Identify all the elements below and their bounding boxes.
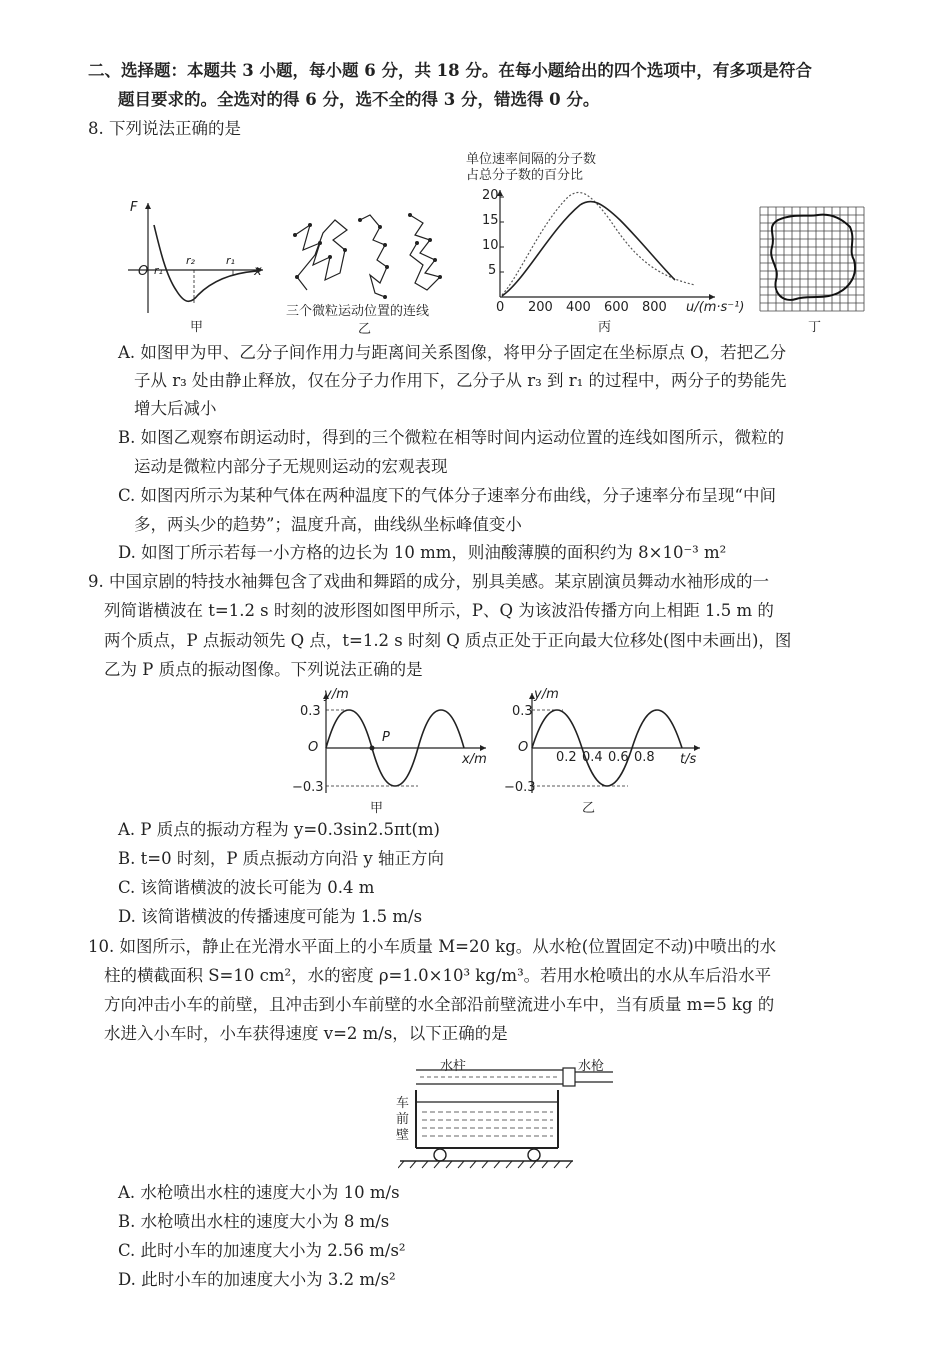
q8-jia-O-label: O: [138, 264, 149, 279]
q10-stem-line4: 水进入小车时，小车获得速度 v=2 m/s，以下正确的是: [104, 1024, 508, 1043]
q8-bing-ytick-20: 20: [482, 188, 499, 203]
q9-option-D: D. 该简谐横波的传播速度可能为 1.5 m/s: [118, 907, 423, 926]
q8-bing-xtick-400: 400: [566, 300, 591, 315]
q10-option-D: D. 此时小车的加速度大小为 3.2 m/s²: [118, 1270, 396, 1289]
q9-yi-ymin: −0.3: [504, 780, 536, 795]
q9-yi-xtick-0.2: 0.2: [556, 750, 577, 765]
q10-water-column-label: 水柱: [440, 1059, 467, 1074]
q9-fig-jia: [318, 688, 498, 800]
q9-jia-caption: 甲: [370, 801, 384, 816]
q10-option-B: B. 水枪喷出水柱的速度大小为 8 m/s: [118, 1212, 390, 1231]
q10-fig: [398, 1060, 618, 1170]
q10-front-wall-label-3: 壁: [396, 1128, 410, 1143]
q9-fig-yi: [528, 688, 708, 800]
q10-stem-line3: 方向冲击小车的前壁，且冲击到小车前壁的水全部沿前壁流进小车中，当有质量 m=5 kg 的: [104, 995, 775, 1014]
q9-jia-ylabel: y/m: [324, 687, 349, 702]
q8-bing-ylabel2: 占总分子数的百分比: [466, 168, 584, 183]
q10-stem-line1: 10. 如图所示，静止在光滑水平面上的小车质量 M=20 kg。从水枪(位置固定不动)中喷出的水: [88, 937, 777, 956]
q9-stem-line4: 乙为 P 质点的振动图像。下列说法正确的是: [104, 660, 423, 679]
q10-option-A: A. 水枪喷出水柱的速度大小为 10 m/s: [118, 1183, 400, 1202]
q9-jia-ymax: 0.3: [300, 704, 321, 719]
q9-jia-ymin: −0.3: [292, 780, 324, 795]
q9-jia-O: O: [308, 740, 319, 755]
q8-option-A-line3: 增大后减小: [134, 399, 217, 418]
q8-option-A-line2: 子从 r₃ 处由静止释放，仅在分子力作用下，乙分子从 r₃ 到 r₁ 的过程中，两分子的势能先: [134, 371, 787, 390]
q9-yi-xlabel: t/s: [680, 752, 697, 767]
q10-front-wall-label-1: 车: [396, 1096, 410, 1111]
q8-bing-ytick-5: 5: [488, 263, 497, 278]
q9-stem-line3: 两个质点，P 点振动领先 Q 点，t=1.2 s 时刻 Q 质点正处于正向最大位移处(图中未画出)，图: [104, 631, 792, 650]
q8-fig-yi: [285, 205, 455, 305]
q8-yi-subcaption: 三个微粒运动位置的连线: [286, 304, 430, 319]
q10-water-gun-label: 水枪: [578, 1059, 605, 1074]
q8-bing-ytick-15: 15: [482, 213, 499, 228]
q8-bing-xtick-200: 200: [528, 300, 553, 315]
q8-jia-caption: 甲: [190, 320, 204, 335]
q9-jia-xlabel: x/m: [462, 752, 487, 767]
q9-yi-caption: 乙: [582, 801, 596, 816]
q8-option-C-line1: C. 如图丙所示为某种气体在两种温度下的气体分子速率分布曲线，分子速率分布呈现“中间: [118, 486, 776, 505]
q8-jia-r1-label: r₁: [154, 264, 163, 277]
q8-stem: 8. 下列说法正确的是: [88, 119, 241, 138]
q9-yi-xtick-0.4: 0.4: [582, 750, 603, 765]
q8-option-D: D. 如图丁所示若每一小方格的边长为 10 mm，则油酸薄膜的面积约为 8×10⁻³ m²: [118, 543, 727, 562]
q8-bing-caption: 丙: [598, 320, 612, 335]
q8-bing-xtick-800: 800: [642, 300, 667, 315]
q8-option-B-line2: 运动是微粒内部分子无规则运动的宏观表现: [134, 457, 448, 476]
q9-yi-xtick-0.8: 0.8: [634, 750, 655, 765]
q9-option-C: C. 该简谐横波的波长可能为 0.4 m: [118, 878, 375, 897]
q8-option-C-line2: 多，两头少的趋势”；温度升高，曲线纵坐标峰值变小: [134, 515, 522, 534]
q9-option-A: A. P 质点的振动方程为 y=0.3sin2.5πt(m): [118, 820, 440, 839]
q8-bing-ytick-10: 10: [482, 238, 499, 253]
q10-front-wall-label-2: 前: [396, 1112, 410, 1127]
q9-jia-P: P: [382, 730, 390, 745]
section-heading-line1: 二、选择题：本题共 3 小题，每小题 6 分，共 18 分。在每小题给出的四个选项中，有多项是符合: [88, 61, 812, 80]
q10-option-C: C. 此时小车的加速度大小为 2.56 m/s²: [118, 1241, 406, 1260]
q8-bing-xtick-0: 0: [496, 300, 505, 315]
q9-option-B: B. t=0 时刻，P 质点振动方向沿 y 轴正方向: [118, 849, 444, 868]
q8-ding-caption: 丁: [808, 320, 822, 335]
q8-jia-x-label: x: [254, 264, 262, 279]
q9-yi-O: O: [518, 740, 529, 755]
q8-bing-ylabel1: 单位速率间隔的分子数: [466, 152, 597, 167]
q9-yi-xtick-0.6: 0.6: [608, 750, 629, 765]
q9-yi-ylabel: y/m: [534, 687, 559, 702]
q8-option-B-line1: B. 如图乙观察布朗运动时，得到的三个微粒在相等时间内运动位置的连线如图所示，微粒的: [118, 428, 785, 447]
q8-fig-ding: [758, 205, 868, 315]
q8-bing-xlabel: u/(m·s⁻¹): [686, 300, 745, 315]
q9-stem-line2: 列简谐横波在 t=1.2 s 时刻的波形图如图甲所示，P、Q 为该波沿传播方向上相距 1.5 m 的: [104, 601, 774, 620]
q9-yi-ymax: 0.3: [512, 704, 533, 719]
q10-stem-line2: 柱的横截面积 S=10 cm²，水的密度 ρ=1.0×10³ kg/m³。若用水枪喷出的水从车后沿水平: [104, 966, 772, 985]
q8-option-A-line1: A. 如图甲为甲、乙分子间作用力与距离间关系图像，将甲分子固定在坐标原点 O，若把乙分: [118, 343, 787, 362]
q9-stem-line1: 9. 中国京剧的特技水袖舞包含了戏曲和舞蹈的成分，别具美感。某京剧演员舞动水袖形成的一: [88, 572, 769, 591]
q8-jia-r3-label: r₁: [226, 254, 235, 267]
q8-fig-bing: [480, 185, 750, 310]
q8-bing-xtick-600: 600: [604, 300, 629, 315]
q8-jia-F-label: F: [130, 200, 138, 215]
q8-yi-caption: 乙: [358, 322, 372, 337]
q8-jia-r2-label: r₂: [186, 254, 195, 267]
section-heading-line2: 题目要求的。全选对的得 6 分，选不全的得 3 分，错选得 0 分。: [118, 90, 600, 109]
